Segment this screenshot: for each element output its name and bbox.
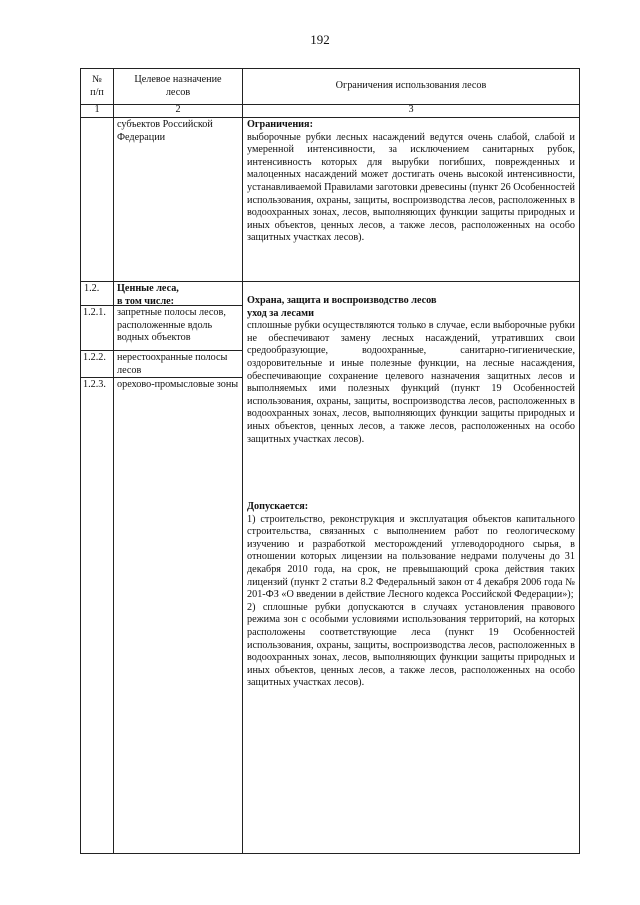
- allowed-item-1: 1) строительство, реконструкция и эксплуатация объектов капитального строительства, связанных с выполнением работ по геологическому изучению и разработкой месторождений углеводородного сырья, в отношении которых лицензии на пользование недрами получены до 31 декабря 2010 года, на срок, не превышающий срока действия таких лицензий (пункт 2 статьи 8.2 Федеральный закон от 4 декабря 2006 года № 201-ФЗ «О введении в действие Лесного кодекса Российской Федерации»);: [247, 513, 575, 601]
- restrictions-text: выборочные рубки лесных насаждений ведутся очень слабой, слабой и умеренной интенсивности, за исключением санитарных рубок, интенсивность которых для вырубки погибших, поврежденных и малоценных насаждений может достигать очень высокой интенсивности, устанавливаемой Правилами заготовки древесины (пункт 26 Особенностей использования, охраны, защиты, воспроизводства лесов, расположенных в водоохранных зонах, лесов, выполняющих функции защиты природных и иных объектов, ценных лесов, а также лесов, расположенных на особо защитных участках лесов).: [247, 131, 575, 244]
- row-1-name: Ценные леса, в том числе:: [117, 283, 179, 307]
- row-3-num: 1.2.2.: [83, 352, 106, 363]
- row-4-num: 1.2.3.: [83, 379, 106, 390]
- allowed-block: [247, 501, 575, 690]
- protection-title: Охрана, защита и воспроизводство лесов: [247, 295, 437, 306]
- numbers-divider: [81, 117, 579, 118]
- row-2-num: 1.2.1.: [83, 307, 106, 318]
- header-num-1: 1: [94, 104, 100, 115]
- row-divider-1: [81, 281, 579, 282]
- restrictions-block: [247, 119, 575, 245]
- header-num-2: 2: [175, 104, 181, 115]
- header-num-3: 3: [408, 104, 414, 115]
- row-3-name: нерестоохранные полосы лесов: [117, 352, 228, 376]
- care-title: уход за лесами: [247, 307, 314, 319]
- header-col-number: № п/п: [90, 74, 104, 98]
- care-block: [247, 295, 575, 446]
- header-col-purpose: Целевое назначение лесов: [134, 74, 222, 98]
- row-divider-3: [81, 350, 242, 351]
- col-divider-1: [113, 69, 114, 853]
- allowed-title: Допускается:: [247, 501, 309, 512]
- col-divider-2: [242, 69, 243, 853]
- row-4-name: орехово-промысловые зоны: [117, 379, 239, 390]
- row-2-name: запретные полосы лесов, расположенные вдоль водных объектов: [117, 307, 226, 344]
- row-1-num: 1.2.: [84, 283, 100, 294]
- restrictions-title: Ограничения:: [247, 119, 313, 130]
- header-col-restrictions: Ограничения использования лесов: [335, 80, 487, 91]
- care-text: сплошные рубки осуществляются только в случае, если выборочные рубки не обеспечивают замену лесных насаждений, утративших свои средообразующие, водоохранные, санитарно-гигиенические, оздоровительные и иные полезные функции, на лесные насаждения, обеспечивающие сохранение целевого назначения защитных лесов и выполняемых ими полезных функций (пункт 19 Особенностей использования, охраны, защиты, воспроизводства лесов, расположенных в водоохранных зонах, лесов, выполняющих функции защиты природных и иных объектов, ценных лесов, а также лесов, расположенных на особо защитных участках лесов).: [247, 320, 575, 445]
- table: [80, 68, 580, 854]
- page-number: 192: [310, 32, 330, 47]
- allowed-item-2: 2) сплошные рубки допускаются в случаях установления правового режима зон с особыми условиями использования территорий, на которых расположены соответствующие леса (пункт 19 Особенностей использования, охраны, защиты, воспроизводства лесов, расположенных в водоохранных зонах, лесов, выполняющих функции защиты природных и иных объектов, ценных лесов, а также лесов, расположенных на особо защитных участках лесов).: [247, 601, 575, 689]
- row-0-name: субъектов Российской Федерации: [117, 119, 213, 143]
